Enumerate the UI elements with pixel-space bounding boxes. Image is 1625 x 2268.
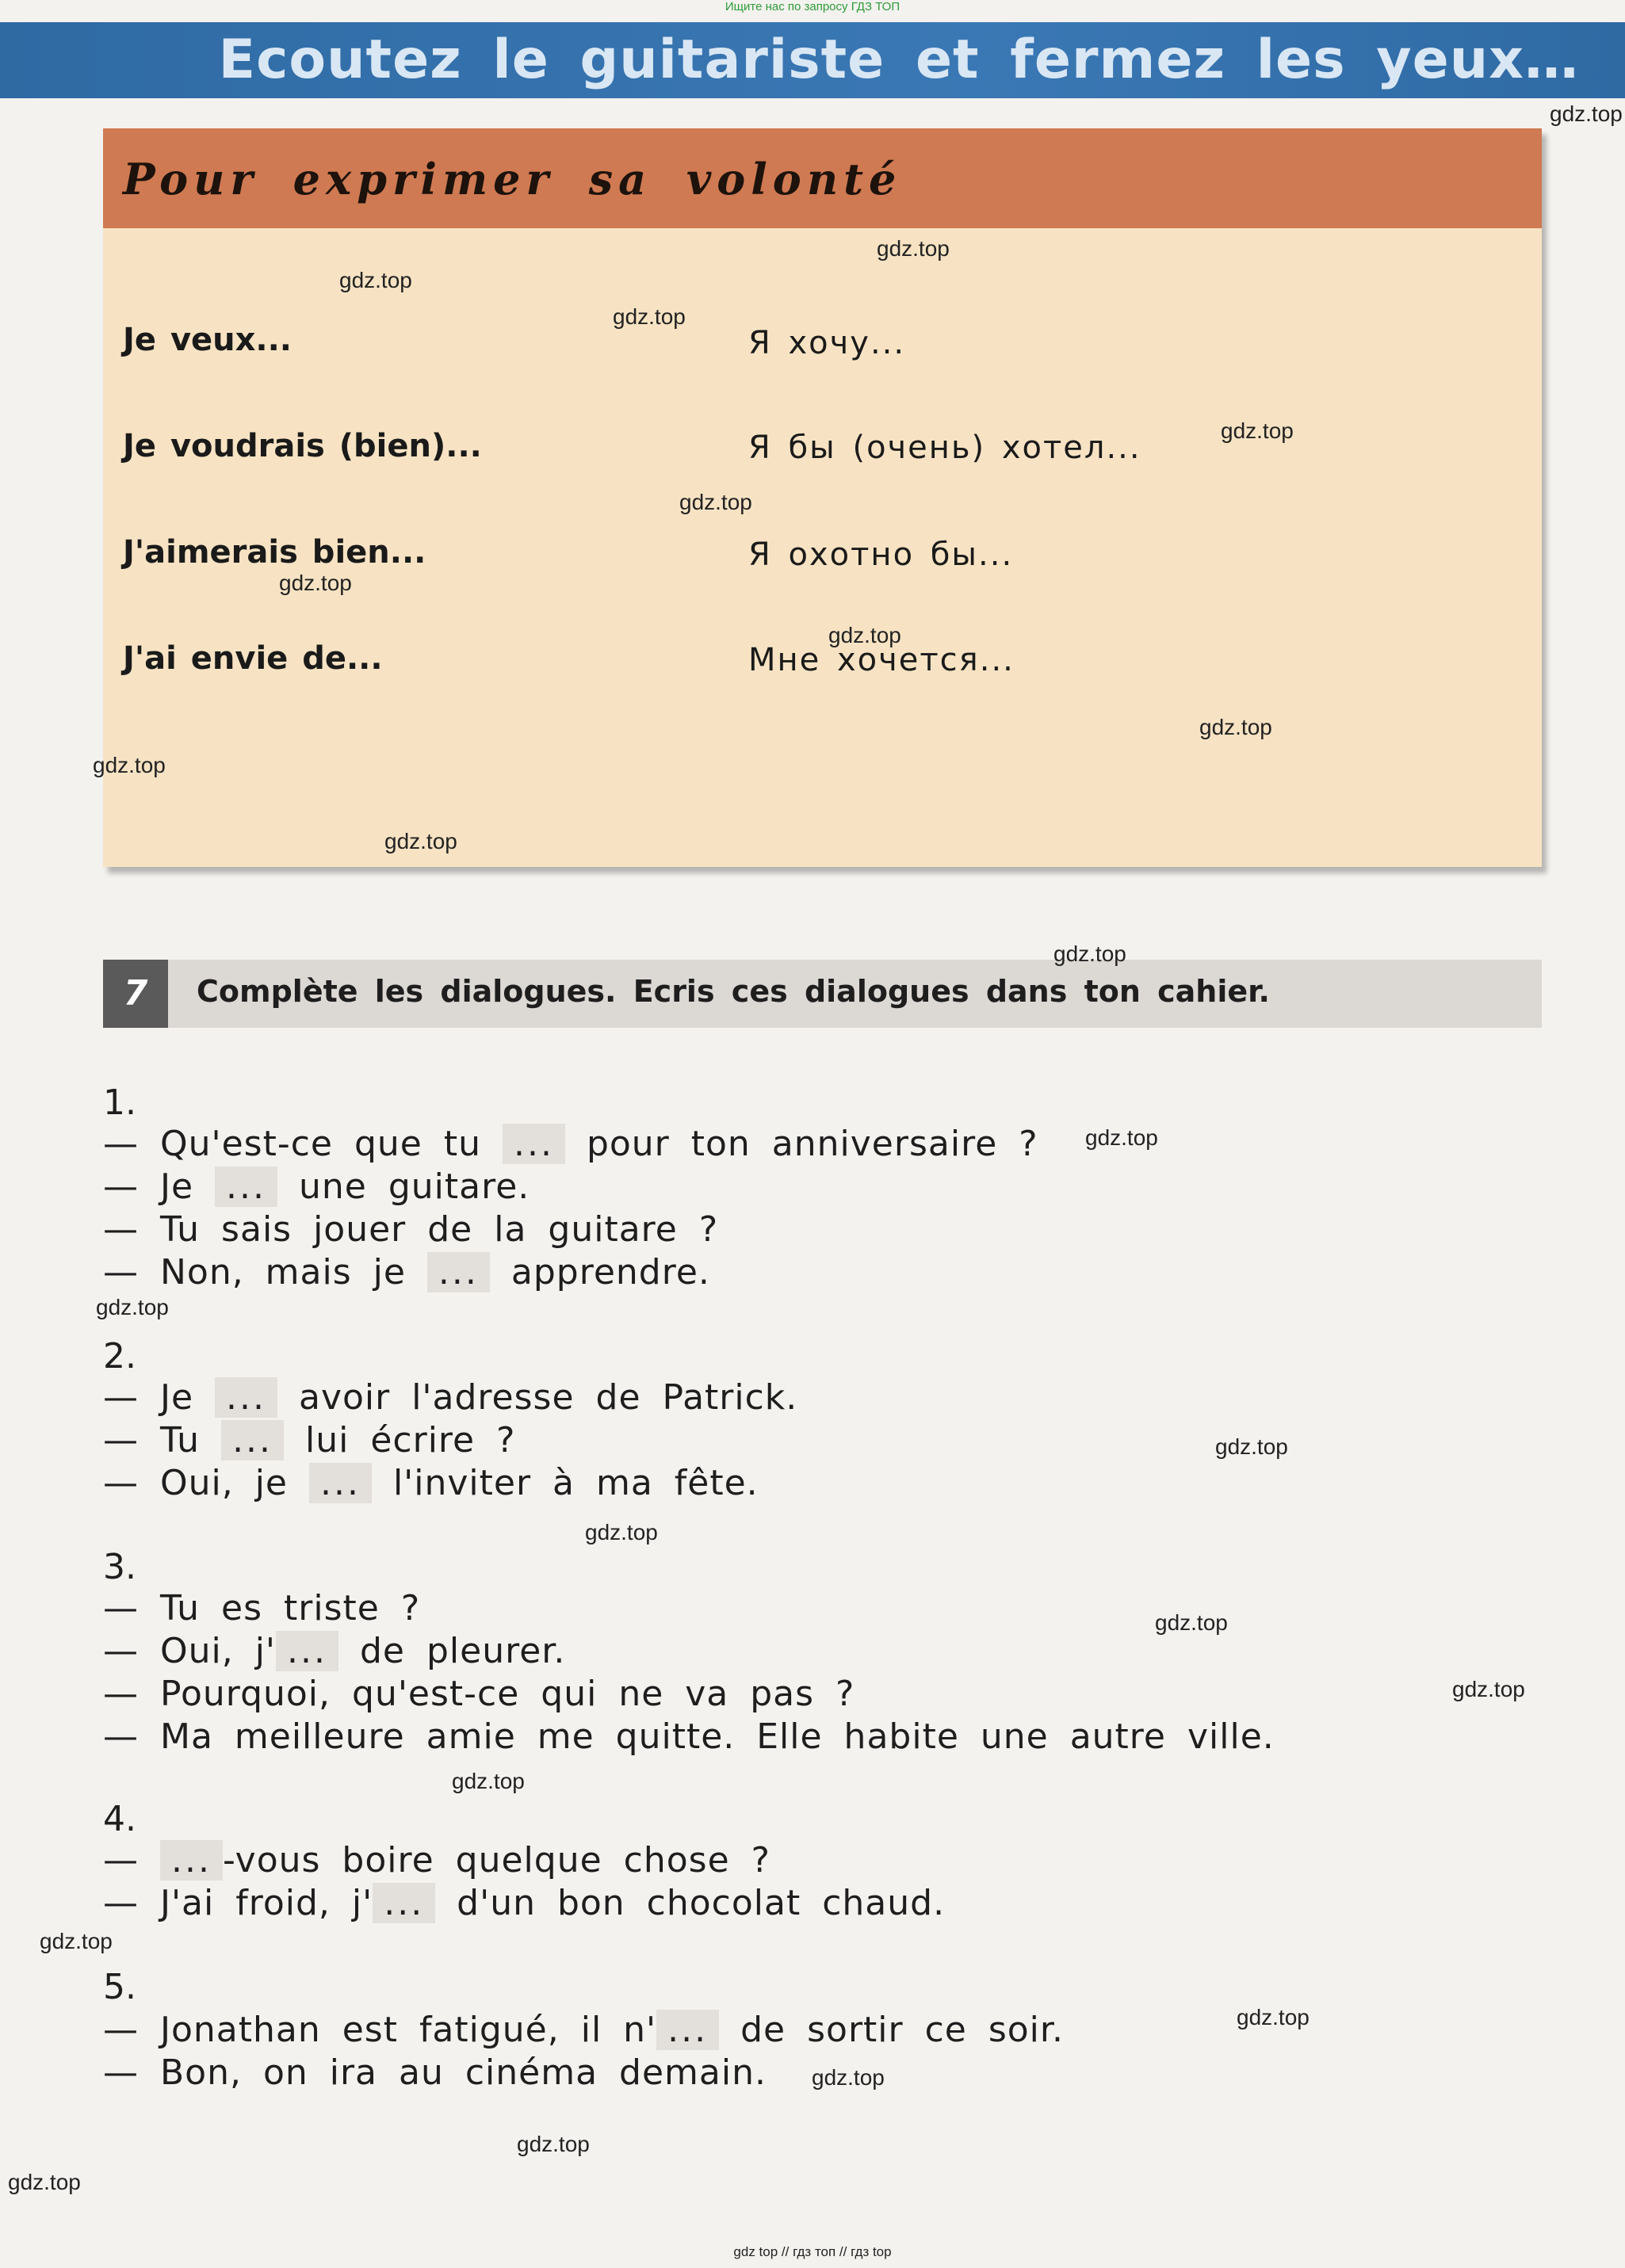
phrase-fr: Je voudrais (bien)... bbox=[123, 428, 482, 464]
phrase-ru: Мне хочется... bbox=[748, 642, 1015, 678]
header-band bbox=[0, 22, 1625, 98]
grammar-box-title: Pour exprimer sa volonté bbox=[123, 154, 902, 204]
dialogue-line: — Pourquoi, qu'est-ce qui ne va pas ? bbox=[103, 1674, 855, 1714]
dialogue-number: 5. bbox=[103, 1967, 136, 2007]
phrase-fr: Je veux... bbox=[123, 322, 292, 358]
dialogue-line: — Tu sais jouer de la guitare ? bbox=[103, 1209, 719, 1250]
watermark: gdz.top bbox=[1199, 715, 1272, 739]
blank-gap: ... bbox=[656, 2010, 719, 2050]
page-title: Ecoutez le guitariste et fermez les yeux… bbox=[218, 29, 1579, 91]
dialogue-number: 2. bbox=[103, 1336, 136, 1376]
dialogue-line: — Non, mais je ... apprendre. bbox=[103, 1252, 710, 1292]
blank-gap: ... bbox=[221, 1420, 284, 1460]
phrase-ru: Я охотно бы... bbox=[748, 536, 1014, 573]
dialogue-line: — Bon, on ira au cinéma demain. bbox=[103, 2052, 767, 2093]
watermark: gdz.top bbox=[613, 304, 686, 329]
watermark: gdz.top bbox=[1550, 101, 1623, 126]
watermark: gdz.top bbox=[1221, 418, 1294, 443]
phrase-fr: J'ai envie de... bbox=[123, 640, 383, 677]
blank-gap: ... bbox=[503, 1124, 565, 1164]
dialogue-line: — Oui, j' ... de pleurer. bbox=[103, 1631, 566, 1671]
watermark: gdz.top bbox=[1237, 2005, 1310, 2029]
blank-gap: ... bbox=[215, 1166, 277, 1207]
watermark: gdz.top bbox=[585, 1520, 658, 1544]
dialogue-number: 3. bbox=[103, 1547, 136, 1587]
dialogue-line: — Oui, je ... l'inviter à ma fête. bbox=[103, 1463, 759, 1503]
dialogue-line: — Ma meilleure amie me quitte. Elle habite une autre ville. bbox=[103, 1716, 1275, 1757]
watermark: gdz.top bbox=[8, 2170, 81, 2194]
dialogue-line: — Qu'est-ce que tu ... pour ton anniversaire ? bbox=[103, 1124, 1038, 1164]
watermark: gdz.top bbox=[1215, 1434, 1288, 1459]
watermark: gdz.top bbox=[679, 490, 752, 514]
watermark: gdz.top bbox=[40, 1929, 113, 1953]
watermark: gdz.top bbox=[452, 1769, 525, 1793]
blank-gap: ... bbox=[160, 1840, 223, 1880]
dialogue-line: — Tu es triste ? bbox=[103, 1588, 421, 1628]
dialogue-line: — Jonathan est fatigué, il n' ... de sortir ce soir. bbox=[103, 2010, 1064, 2050]
search-hint: Ищите нас по запросу ГДЗ ТОП bbox=[725, 0, 900, 13]
watermark: gdz.top bbox=[96, 1295, 169, 1319]
dialogue-line: — Je ... avoir l'adresse de Patrick. bbox=[103, 1377, 798, 1418]
dialogue-line: — Tu ... lui écrire ? bbox=[103, 1420, 516, 1460]
grammar-box-header bbox=[103, 128, 1542, 228]
blank-gap: ... bbox=[427, 1252, 490, 1292]
watermark: gdz.top bbox=[517, 2132, 590, 2156]
phrase-ru: Я бы (очень) хотел... bbox=[748, 430, 1141, 466]
watermark: gdz.top bbox=[1085, 1125, 1158, 1150]
dialogue-line: — Je ... une guitare. bbox=[103, 1166, 530, 1207]
exercise-header bbox=[103, 960, 1542, 1028]
watermark: gdz.top bbox=[1053, 941, 1126, 966]
dialogue-number: 1. bbox=[103, 1082, 136, 1123]
watermark: gdz.top bbox=[812, 2065, 885, 2090]
watermark: gdz.top bbox=[828, 623, 901, 647]
exercise-instruction: Complète les dialogues. Ecris ces dialogues dans ton cahier. bbox=[197, 974, 1270, 1009]
watermark: gdz.top bbox=[1155, 1610, 1228, 1635]
watermark: gdz.top bbox=[877, 236, 950, 261]
dialogue-number: 4. bbox=[103, 1799, 136, 1839]
watermark: gdz.top bbox=[384, 829, 457, 853]
watermark: gdz.top bbox=[339, 268, 412, 292]
phrase-ru: Я хочу... bbox=[748, 325, 906, 361]
watermark: gdz.top bbox=[1452, 1677, 1525, 1701]
blank-gap: ... bbox=[215, 1377, 277, 1418]
grammar-box bbox=[103, 128, 1542, 867]
watermark: gdz.top bbox=[93, 753, 166, 777]
dialogue-line: — J'ai froid, j' ... d'un bon chocolat chaud. bbox=[103, 1883, 946, 1923]
blank-gap: ... bbox=[276, 1631, 338, 1671]
watermark: gdz.top bbox=[279, 571, 352, 595]
phrase-fr: J'aimerais bien... bbox=[123, 534, 426, 571]
exercise-number: 7 bbox=[103, 960, 168, 1028]
dialogue-line: — ... -vous boire quelque chose ? bbox=[103, 1840, 770, 1880]
blank-gap: ... bbox=[309, 1463, 372, 1503]
footer-text: gdz top // гдз топ // гдз top bbox=[733, 2244, 892, 2259]
blank-gap: ... bbox=[373, 1883, 435, 1923]
